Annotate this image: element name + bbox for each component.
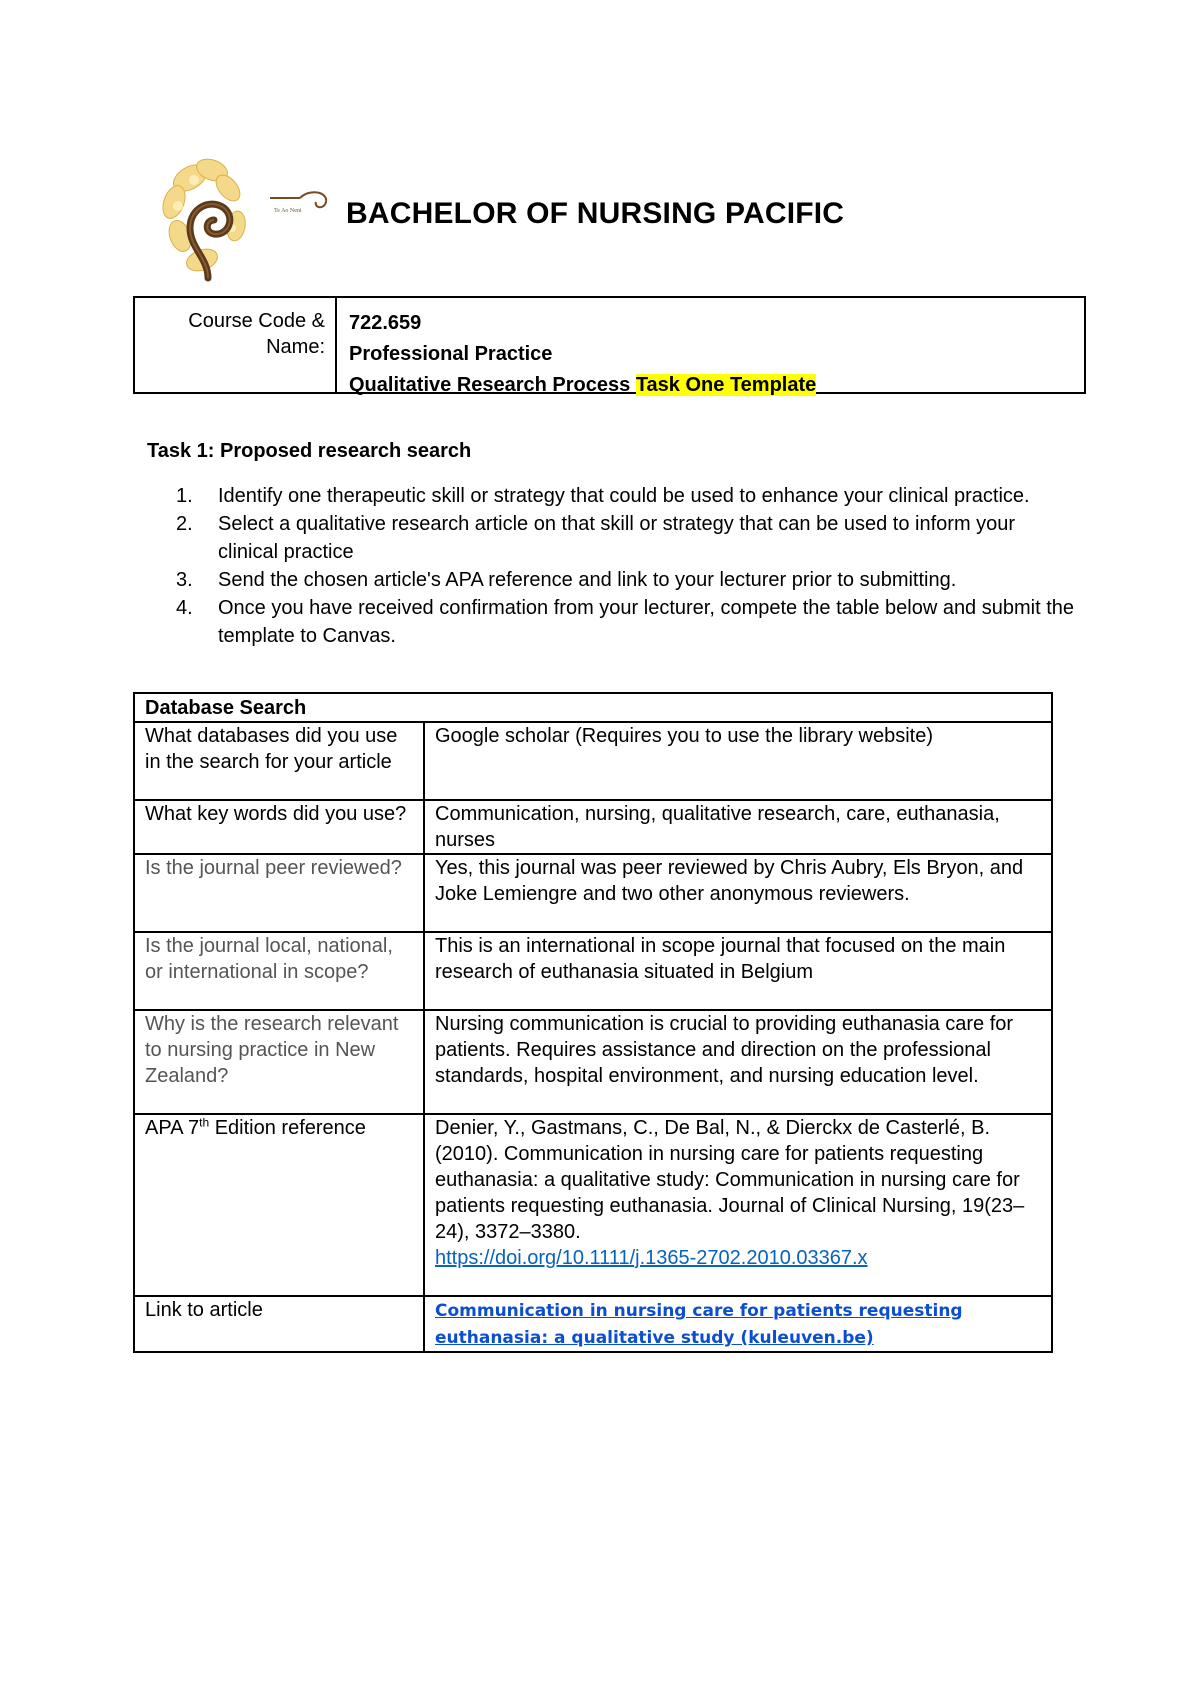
database-search-table: [133, 692, 1053, 1353]
task-item: [176, 510, 1076, 566]
task-item-text: Select a qualitative research article on that skill or strategy that can be used to inform your clinical practice: [218, 513, 1016, 563]
table-row: [134, 722, 1052, 800]
link-cell: [424, 1296, 1052, 1352]
task-item-text: Send the chosen article's APA reference and link to your lecturer prior to submitting.: [218, 569, 957, 591]
course-code: 722.659: [349, 312, 422, 334]
table-heading: Database Search: [134, 693, 1052, 722]
nursing-logo: [150, 148, 340, 290]
table-header-row: [134, 693, 1052, 722]
answer-cell: Communication, nursing, qualitative research, care, euthanasia, nurses: [424, 800, 1052, 854]
question-cell: Is the journal local, national, or international in scope?: [134, 932, 424, 1010]
course-info: [337, 298, 817, 396]
apa-label-superscript: th: [199, 1115, 210, 1130]
question-cell: What key words did you use?: [134, 800, 424, 854]
task-item: [176, 594, 1076, 650]
logo-wordmark: Te Ao Neni: [274, 208, 302, 214]
answer-cell: Nursing communication is crucial to providing euthanasia care for patients. Requires assistance and direction on the professional standards, hospital environment, and nursing education level.: [424, 1010, 1052, 1114]
table-row: [134, 854, 1052, 932]
link-label-cell: Link to article: [134, 1296, 424, 1352]
frangipani-koru-logo-icon: [150, 148, 340, 290]
task-item: [176, 566, 1076, 594]
page-title: BACHELOR OF NURSING PACIFIC: [346, 197, 845, 230]
question-cell: Why is the research relevant to nursing practice in New Zealand?: [134, 1010, 424, 1114]
table-row: [134, 1010, 1052, 1114]
course-subtitle-text: Qualitative Research Process: [349, 374, 636, 396]
table-row-link: [134, 1296, 1052, 1352]
answer-cell: Yes, this journal was peer reviewed by Chris Aubry, Els Bryon, and Joke Lemiengre and two other anonymous reviewers.: [424, 854, 1052, 932]
task-list: [176, 482, 1076, 650]
task-item-number: 4.: [176, 597, 193, 619]
apa-reference-cell: [424, 1114, 1052, 1296]
task-item-number: 3.: [176, 569, 193, 591]
course-code-label: Course Code & Name:: [135, 298, 337, 392]
task-item-text: Once you have received confirmation from your lecturer, compete the table below and submit the template to Canvas.: [218, 597, 1075, 647]
course-name: Professional Practice: [349, 343, 553, 365]
course-table: [133, 296, 1086, 394]
question-cell: Is the journal peer reviewed?: [134, 854, 424, 932]
table-row-apa: [134, 1114, 1052, 1296]
course-subtitle: [349, 370, 816, 401]
question-cell: What databases did you use in the search for your article: [134, 722, 424, 800]
task-item-number: 1.: [176, 485, 193, 507]
answer-cell: This is an international in scope journal that focused on the main research of euthanasia situated in Belgium: [424, 932, 1052, 1010]
apa-label-suffix: Edition reference: [209, 1117, 366, 1139]
apa-reference-text: Denier, Y., Gastmans, C., De Bal, N., & Dierckx de Casterlé, B. (2010). Communication in nursing care for patients requesting euthanasia: a qualitative study: Communication in nursing care for patients requesting euthanasia. Journal of Clinical Nursing, 19(23–24), 3372–3380.: [435, 1117, 1025, 1243]
answer-cell: Google scholar (Requires you to use the library website): [424, 722, 1052, 800]
table-row: [134, 800, 1052, 854]
apa-label-prefix: APA 7: [145, 1117, 200, 1139]
apa-label-cell: [134, 1114, 424, 1296]
doi-link[interactable]: https://doi.org/10.1111/j.1365-2702.2010.03367.x: [435, 1247, 868, 1269]
table-row: [134, 932, 1052, 1010]
task-item: [176, 482, 1076, 510]
task-item-text: Identify one therapeutic skill or strategy that could be used to enhance your clinical practice.: [218, 485, 1030, 507]
highlighted-template-label: Task One Template: [635, 374, 817, 396]
task-item-number: 2.: [176, 513, 193, 535]
task-heading: Task 1: Proposed research search: [147, 440, 472, 462]
article-link[interactable]: Communication in nursing care for patients requesting euthanasia: a qualitative study (kuleuven.be): [435, 1301, 963, 1348]
